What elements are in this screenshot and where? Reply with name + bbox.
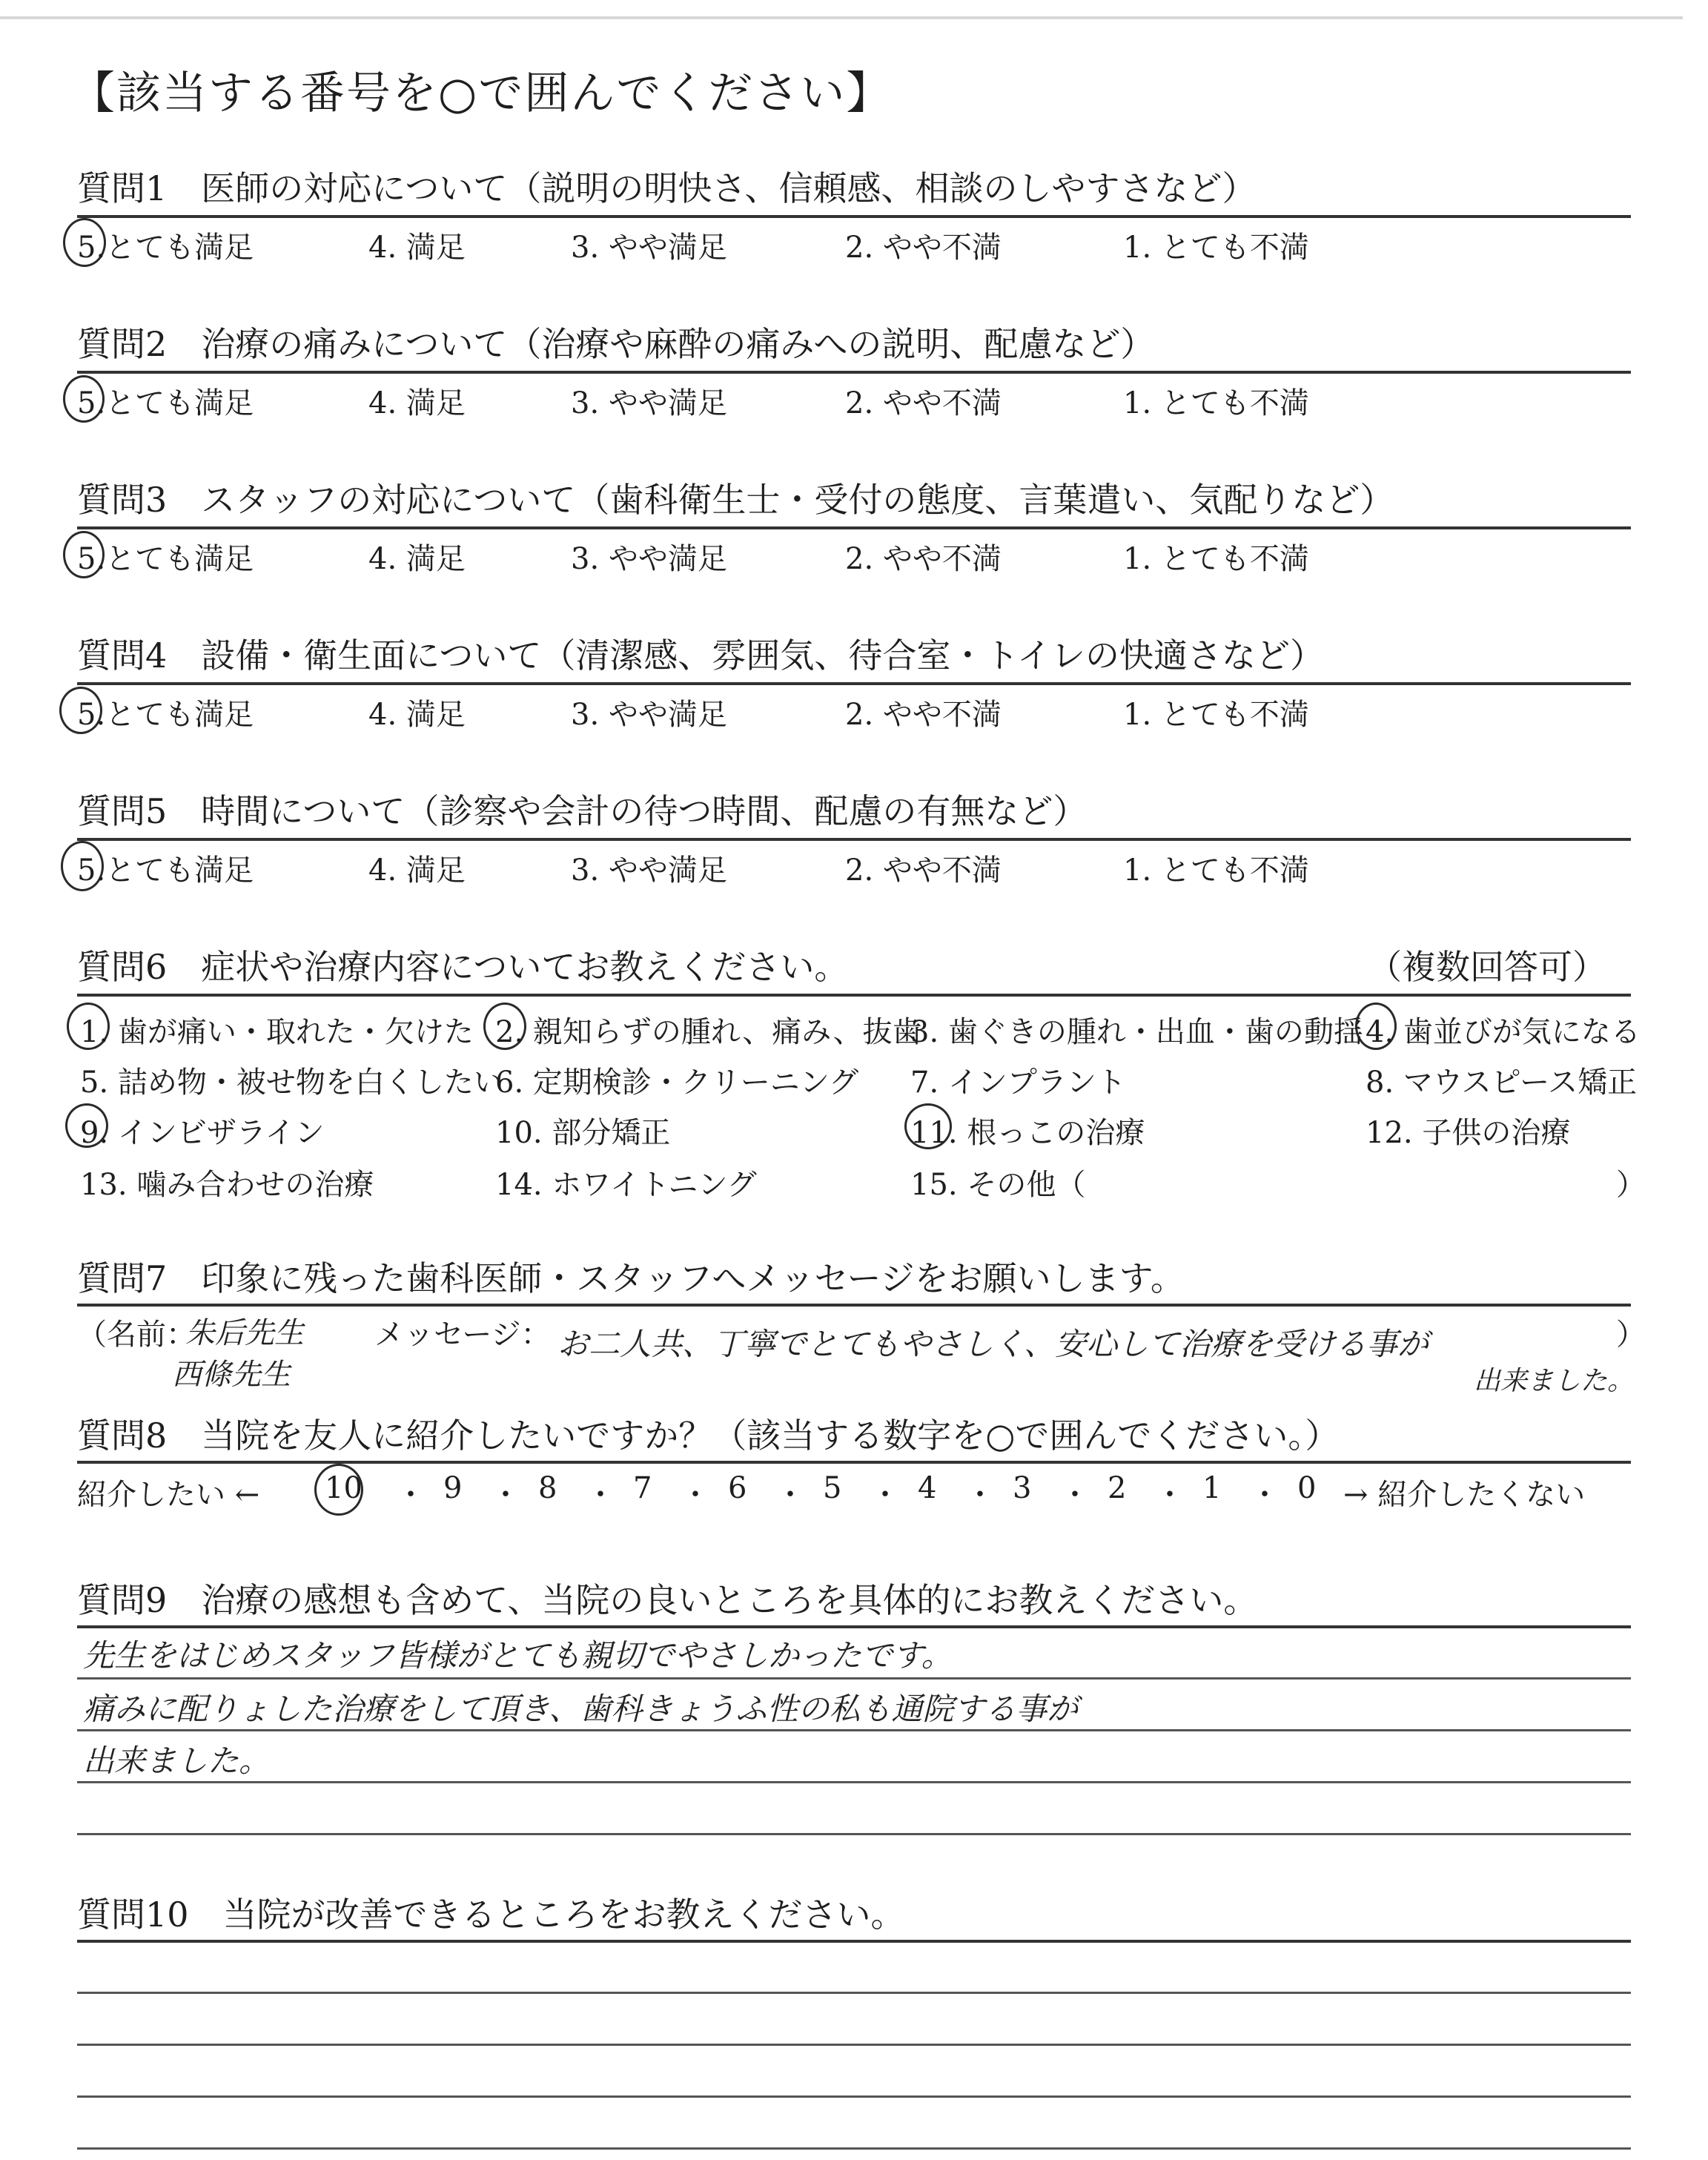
q9-answer-line-3: 出来ました。 [83,1743,271,1779]
question-7-title: 質問7 印象に残った歯科医師・スタッフへメッセージをお願いします。 [77,1258,1185,1298]
q7-name-2: 西條先生 [172,1358,291,1392]
q8-scale-separator: ・ [775,1478,805,1512]
question-5-underline [77,838,1631,841]
q6-item-8[interactable]: 8. マウスピース矯正 [1366,1066,1638,1100]
answer-line [77,1677,1631,1680]
q6-item-11[interactable]: 11. 根っこの治療 [910,1116,1145,1150]
page-title: 【該当する番号を○で囲んでください】 [70,67,893,119]
answer-line[interactable] [77,1992,1631,1994]
question-4-underline [77,682,1631,685]
q4-option-3[interactable]: 3. やや満足 [571,698,727,732]
q7-message-line-1: お二人共、丁寧でとてもやさしく、安心して治療を受ける事が [557,1326,1429,1362]
q6-item-1[interactable]: 1. 歯が痛い・取れた・欠けた [80,1015,474,1049]
q6-item-12[interactable]: 12. 子供の治療 [1366,1116,1571,1150]
question-2-underline [77,371,1631,374]
question-7-underline [77,1304,1631,1307]
q5-option-1[interactable]: 1. とても不満 [1123,853,1309,888]
q8-scale-6[interactable]: 6 [728,1471,747,1505]
q7-name-label: （名前： [77,1318,196,1352]
question-6-underline [77,994,1631,997]
q4-option-2[interactable]: 2. やや不満 [845,698,1002,732]
q6-other-close-paren: ） [1616,1168,1646,1202]
answer-line[interactable] [77,2095,1631,2098]
q8-scale-separator: ・ [491,1478,520,1512]
answer-line [77,1729,1631,1731]
q7-name-1: 朱后先生 [185,1316,304,1350]
question-4-title: 質問4 設備・衛生面について（清潔感、雰囲気、待合室・トイレの快適さなど） [77,635,1325,676]
q1-option-2[interactable]: 2. やや不満 [845,231,1002,265]
q4-option-5[interactable]: 5.とても満足 [77,698,254,732]
q7-message-line-2: 出来ました。 [1474,1366,1635,1396]
q3-option-5[interactable]: 5.とても満足 [77,542,254,576]
q8-scale-separator: ・ [1155,1478,1185,1512]
q6-item-15[interactable]: 15. その他（ [910,1168,1086,1202]
top-border [0,16,1683,19]
q6-item-14[interactable]: 14. ホワイトニング [495,1168,757,1202]
answer-line[interactable] [77,2044,1631,2046]
question-9-underline [77,1625,1631,1628]
q7-close-paren: ） [1616,1318,1646,1352]
q1-option-1[interactable]: 1. とても不満 [1123,231,1309,265]
q8-scale-separator: ・ [1060,1478,1090,1512]
q8-scale-1[interactable]: 1 [1202,1471,1222,1505]
q6-item-2[interactable]: 2. 親知らずの腫れ、痛み、抜歯 [495,1015,922,1049]
q6-item-10[interactable]: 10. 部分矯正 [495,1116,671,1150]
q6-item-6[interactable]: 6. 定期検診・クリーニング [495,1066,859,1100]
q3-option-3[interactable]: 3. やや満足 [571,542,727,576]
answer-line [77,1833,1631,1835]
q8-scale-2[interactable]: 2 [1108,1471,1127,1505]
question-1-title: 質問1 医師の対応について（説明の明快さ、信頼感、相談のしやすさなど） [77,168,1257,208]
answer-line[interactable] [77,2147,1631,2150]
q8-scale-separator: ・ [965,1478,995,1512]
q8-scale-separator: ・ [586,1478,615,1512]
question-6-note: （複数回答可） [1368,947,1606,987]
q2-option-3[interactable]: 3. やや満足 [571,386,727,420]
q3-option-2[interactable]: 2. やや不満 [845,542,1002,576]
q2-option-1[interactable]: 1. とても不満 [1123,386,1309,420]
q3-option-4[interactable]: 4. 満足 [368,542,466,576]
q1-option-4[interactable]: 4. 満足 [368,231,466,265]
q6-item-9[interactable]: 9. インビザライン [80,1116,325,1150]
q2-option-2[interactable]: 2. やや不満 [845,386,1002,420]
q8-scale-3[interactable]: 3 [1013,1471,1032,1505]
q5-option-3[interactable]: 3. やや満足 [571,853,727,888]
question-8-underline [77,1461,1631,1464]
q4-option-4[interactable]: 4. 満足 [368,698,466,732]
answer-line [77,1781,1631,1783]
q1-option-3[interactable]: 3. やや満足 [571,231,727,265]
q8-left-label: 紹介したい ← [77,1478,260,1512]
q8-scale-0[interactable]: 0 [1297,1471,1317,1505]
q8-scale-8[interactable]: 8 [538,1471,557,1505]
q5-option-5[interactable]: 5.とても満足 [77,853,254,888]
q8-scale-5[interactable]: 5 [823,1471,842,1505]
q9-answer-line-1: 先生をはじめスタッフ皆様がとても親切でやさしかったです。 [83,1637,953,1674]
q2-option-4[interactable]: 4. 満足 [368,386,466,420]
q6-item-7[interactable]: 7. インプラント [910,1066,1126,1100]
question-1-underline [77,215,1631,218]
q8-scale-separator: ・ [870,1478,900,1512]
question-3-underline [77,526,1631,529]
q6-item-13[interactable]: 13. 噛み合わせの治療 [80,1168,374,1202]
q6-item-3[interactable]: 3. 歯ぐきの腫れ・出血・歯の動揺 [910,1015,1363,1049]
question-10-underline [77,1940,1631,1943]
q8-scale-7[interactable]: 7 [633,1471,652,1505]
q8-right-label: → 紹介したくない [1343,1478,1586,1512]
q8-scale-separator: ・ [396,1478,426,1512]
q8-scale-10[interactable]: 10 [325,1471,363,1505]
question-9-title: 質問9 治療の感想も含めて、当院の良いところを具体的にお教えください。 [77,1580,1258,1620]
question-10-title: 質問10 当院が改善できるところをお教えください。 [77,1895,905,1935]
q3-option-1[interactable]: 1. とても不満 [1123,542,1309,576]
question-5-title: 質問5 時間について（診察や会計の待つ時間、配慮の有無など） [77,791,1088,831]
q1-option-5[interactable]: 5.とても満足 [77,231,254,265]
q8-scale-separator: ・ [1250,1478,1280,1512]
question-2-title: 質問2 治療の痛みについて（治療や麻酔の痛みへの説明、配慮など） [77,324,1155,364]
question-6-title: 質問6 症状や治療内容についてお教えください。 [77,947,849,987]
q6-item-4[interactable]: 4. 歯並びが気になる [1366,1015,1641,1049]
q5-option-4[interactable]: 4. 満足 [368,853,466,888]
q8-scale-4[interactable]: 4 [918,1471,937,1505]
q2-option-5[interactable]: 5.とても満足 [77,386,254,420]
q8-scale-separator: ・ [681,1478,710,1512]
q6-item-5[interactable]: 5. 詰め物・被せ物を白くしたい [80,1066,503,1100]
q7-message-label: メッセージ： [374,1318,551,1352]
q8-scale-9[interactable]: 9 [443,1471,463,1505]
q5-option-2[interactable]: 2. やや不満 [845,853,1002,888]
q9-answer-line-2: 痛みに配りょした治療をして頂き、歯科きょうふ性の私も通院する事が [83,1691,1079,1727]
question-8-title: 質問8 当院を友人に紹介したいですか？（該当する数字を○で囲んでください。） [77,1416,1340,1456]
question-3-title: 質問3 スタッフの対応について（歯科衛生士・受付の態度、言葉遣い、気配りなど） [77,480,1394,520]
q4-option-1[interactable]: 1. とても不満 [1123,698,1309,732]
